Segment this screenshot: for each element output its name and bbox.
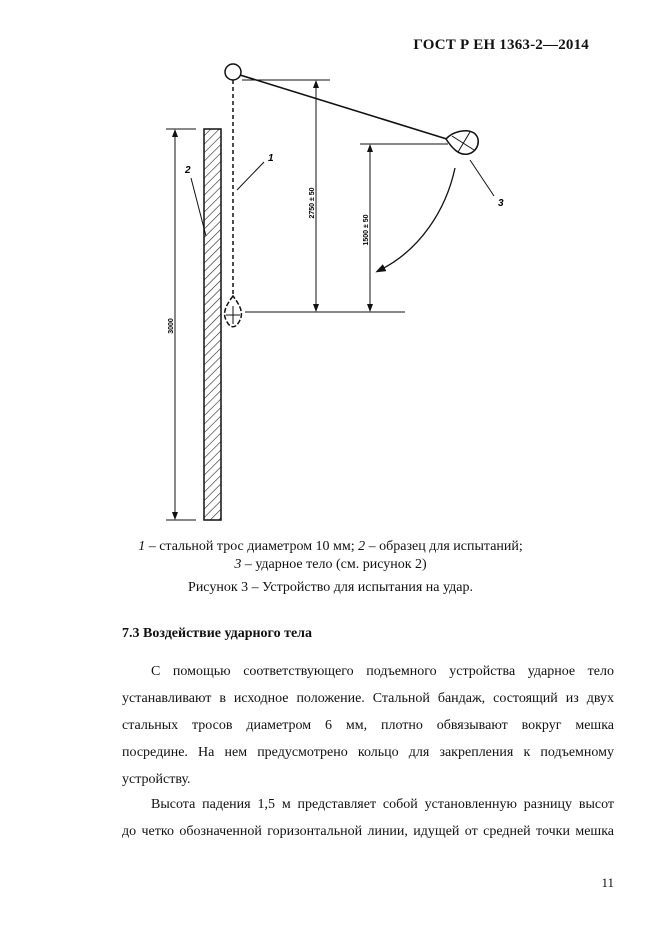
legend-num-1: 1: [138, 539, 146, 554]
rope-raised-position: [240, 75, 450, 140]
section-heading: 7.3 Воздействие ударного тела: [122, 626, 313, 641]
legend-text-1: – стальной трос диаметром 10 мм;: [145, 539, 359, 554]
dim-label-3000: 3000: [168, 318, 175, 334]
figure-legend-line-1: [0, 539, 661, 555]
callout-label-1: 1: [268, 153, 274, 164]
paragraph-1-line: стальных тросов диаметром 6 мм, плотно обвязывают вокруг мешка: [122, 718, 614, 733]
page-number: 11: [601, 875, 614, 890]
legend-text-2: – образец для испытаний;: [365, 539, 523, 554]
callout-label-2: 2: [185, 165, 191, 176]
page-header-standard-id: ГОСТ Р ЕН 1363-2—2014: [413, 37, 589, 53]
callout-line-3: [470, 160, 494, 196]
dim-label-1500: 1500 ± 50: [363, 214, 370, 246]
paragraph-1-line: устанавливают в исходное положение. Стальной бандаж, состоящий из двух: [122, 691, 614, 706]
legend-num-2: 2: [358, 539, 366, 554]
paragraph-1-line: посредине. На нем предусмотрено кольцо для закрепления к подъемному: [122, 745, 614, 760]
legend-text-3: – ударное тело (см. рисунок 2): [241, 557, 427, 572]
paragraph-1: [122, 658, 614, 793]
figure-legend-line-2: [0, 557, 661, 573]
paragraph-2: [122, 791, 614, 845]
test-specimen-wall: [204, 129, 221, 520]
swing-direction-arrow: [380, 168, 455, 270]
paragraph-2-line: Высота падения 1,5 м представляет собой установленную разницу высот: [151, 797, 614, 812]
figure-title: Рисунок 3 – Устройство для испытания на удар.: [188, 580, 473, 595]
paragraph-2-line: до четко обозначенной горизонтальной линии, идущей от средней точки мешка: [122, 824, 614, 839]
dim-label-2750: 2750 ± 50: [309, 187, 316, 219]
pivot-point: [225, 64, 241, 80]
callout-line-1: [237, 162, 264, 190]
legend-num-3: 3: [234, 557, 242, 572]
paragraph-1-line: устройству.: [122, 772, 191, 787]
paragraph-1-line: С помощью соответствующего подъемного устройства ударное тело: [151, 664, 614, 679]
callout-label-3: 3: [498, 198, 504, 209]
